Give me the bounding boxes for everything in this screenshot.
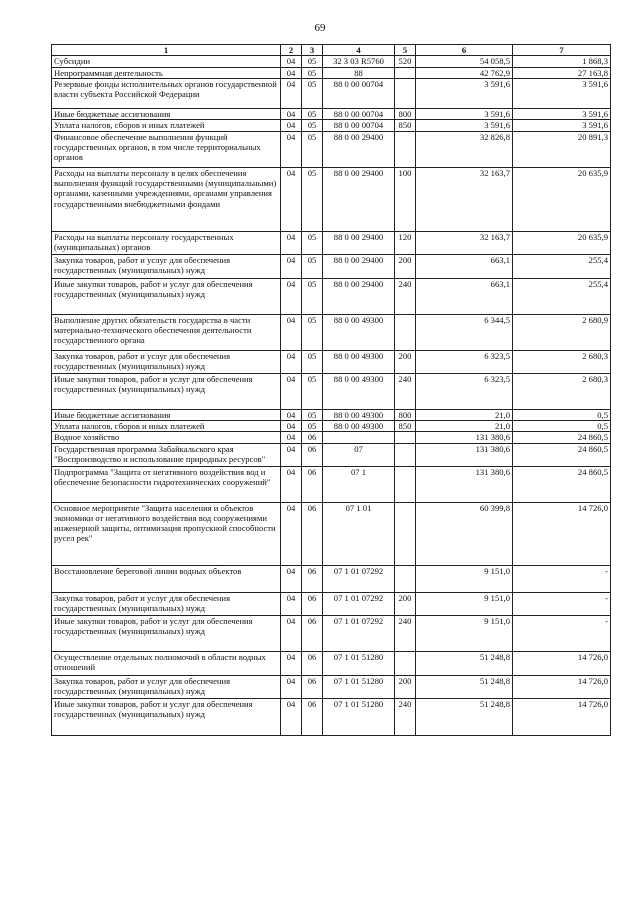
row-pr: 05 [302, 56, 323, 67]
row-csr: 07 1 01 07292 [323, 592, 395, 615]
row-value-7: 24 860,5 [513, 443, 611, 466]
table-row [52, 592, 611, 615]
row-name: Уплата налогов, сборов и иных платежей [52, 420, 281, 431]
row-vr: 200 [395, 675, 416, 698]
row-rz: 04 [281, 314, 302, 350]
row-rz: 04 [281, 432, 302, 443]
row-csr: 88 0 00 29400 [323, 231, 395, 254]
table-body [52, 56, 611, 735]
row-rz: 04 [281, 167, 302, 231]
row-name: Расходы на выплаты персоналу в целях обеспечения выполнения функций государственными (муниципальными) органами, казенными учреждениями, органами управления государственными внебюджетными фондами [52, 167, 281, 231]
row-pr: 06 [302, 651, 323, 675]
table-row [52, 231, 611, 254]
row-name: Подпрограмма "Защита от негативного воздействия вод и обеспечение безопасности гидротехнических сооружений" [52, 466, 281, 502]
row-pr: 06 [302, 443, 323, 466]
row-rz: 04 [281, 651, 302, 675]
row-csr: 88 0 00 49300 [323, 420, 395, 431]
row-csr: 88 0 00 29400 [323, 167, 395, 231]
row-name: Субсидии [52, 56, 281, 67]
row-value-6: 3 591,6 [416, 120, 513, 131]
row-rz: 04 [281, 443, 302, 466]
row-value-7: 14 726,0 [513, 698, 611, 735]
row-value-6: 6 323,5 [416, 373, 513, 409]
table-row [52, 131, 611, 167]
row-name: Непрограммная деятельность [52, 67, 281, 78]
row-value-6: 6 344,5 [416, 314, 513, 350]
row-value-6: 51 248,8 [416, 675, 513, 698]
row-value-7: - [513, 615, 611, 651]
row-name: Резервные фонды исполнительных органов государственной власти субъекта Российской Федерации [52, 78, 281, 108]
table-row [52, 78, 611, 108]
row-vr: 240 [395, 278, 416, 314]
row-value-6: 3 591,6 [416, 108, 513, 119]
row-value-6: 51 248,8 [416, 698, 513, 735]
row-rz: 04 [281, 56, 302, 67]
column-header: 3 [302, 45, 323, 56]
row-pr: 05 [302, 314, 323, 350]
row-csr: 32 3 03 R5760 [323, 56, 395, 67]
row-vr: 520 [395, 56, 416, 67]
row-pr: 06 [302, 675, 323, 698]
row-pr: 05 [302, 120, 323, 131]
row-name: Иные закупки товаров, работ и услуг для обеспечения государственных (муниципальных) нужд [52, 278, 281, 314]
row-name: Уплата налогов, сборов и иных платежей [52, 120, 281, 131]
row-rz: 04 [281, 698, 302, 735]
row-value-7: - [513, 565, 611, 592]
row-value-6: 21,0 [416, 409, 513, 420]
row-rz: 04 [281, 373, 302, 409]
row-vr [395, 502, 416, 565]
row-name: Восстановление береговой линии водных объектов [52, 565, 281, 592]
row-csr: 07 1 01 51280 [323, 698, 395, 735]
row-vr [395, 131, 416, 167]
row-value-7: 3 591,6 [513, 78, 611, 108]
row-pr: 06 [302, 592, 323, 615]
row-value-6: 32 163,7 [416, 231, 513, 254]
row-value-7: 20 891,3 [513, 131, 611, 167]
row-rz: 04 [281, 420, 302, 431]
row-value-6: 663,1 [416, 278, 513, 314]
row-pr: 05 [302, 108, 323, 119]
row-pr: 05 [302, 167, 323, 231]
row-value-7: 255,4 [513, 254, 611, 278]
row-csr: 88 0 00 49300 [323, 314, 395, 350]
row-vr: 240 [395, 373, 416, 409]
table-row [52, 432, 611, 443]
row-rz: 04 [281, 615, 302, 651]
row-rz: 04 [281, 231, 302, 254]
table-row [52, 443, 611, 466]
row-value-7: 24 860,5 [513, 432, 611, 443]
column-header: 5 [395, 45, 416, 56]
row-value-6: 131 380,6 [416, 432, 513, 443]
row-pr: 05 [302, 254, 323, 278]
row-name: Закупка товаров, работ и услуг для обеспечения государственных (муниципальных) нужд [52, 675, 281, 698]
row-value-6: 131 380,6 [416, 466, 513, 502]
row-csr: 07 1 [323, 466, 395, 502]
table-row [52, 278, 611, 314]
row-value-6: 60 399,8 [416, 502, 513, 565]
row-rz: 04 [281, 120, 302, 131]
row-value-6: 42 762,9 [416, 67, 513, 78]
row-vr: 100 [395, 167, 416, 231]
row-pr: 06 [302, 432, 323, 443]
row-vr: 200 [395, 254, 416, 278]
row-pr: 05 [302, 78, 323, 108]
row-csr: 07 1 01 51280 [323, 651, 395, 675]
row-rz: 04 [281, 466, 302, 502]
row-value-6: 51 248,8 [416, 651, 513, 675]
table-row [52, 254, 611, 278]
row-vr: 800 [395, 409, 416, 420]
column-header: 1 [52, 45, 281, 56]
row-value-6: 9 151,0 [416, 592, 513, 615]
row-rz: 04 [281, 350, 302, 373]
table-row [52, 120, 611, 131]
table-row [52, 466, 611, 502]
row-csr: 88 [323, 67, 395, 78]
row-vr: 120 [395, 231, 416, 254]
row-vr [395, 78, 416, 108]
row-vr [395, 314, 416, 350]
row-pr: 05 [302, 131, 323, 167]
row-value-6: 21,0 [416, 420, 513, 431]
row-name: Иные закупки товаров, работ и услуг для обеспечения государственных (муниципальных) нужд [52, 373, 281, 409]
table-row [52, 502, 611, 565]
table-row [52, 350, 611, 373]
row-name: Расходы на выплаты персоналу государственных (муниципальных) органов [52, 231, 281, 254]
table-row [52, 565, 611, 592]
row-rz: 04 [281, 409, 302, 420]
row-value-6: 663,1 [416, 254, 513, 278]
row-pr: 06 [302, 698, 323, 735]
row-csr: 07 1 01 07292 [323, 565, 395, 592]
row-rz: 04 [281, 592, 302, 615]
row-pr: 06 [302, 466, 323, 502]
row-rz: 04 [281, 502, 302, 565]
row-csr: 88 0 00 49300 [323, 409, 395, 420]
row-vr: 850 [395, 120, 416, 131]
row-csr: 88 0 00 29400 [323, 278, 395, 314]
row-vr [395, 432, 416, 443]
row-csr: 07 [323, 443, 395, 466]
row-value-7: 14 726,0 [513, 502, 611, 565]
row-pr: 05 [302, 409, 323, 420]
row-csr: 88 0 00 00704 [323, 78, 395, 108]
row-value-7: 0,5 [513, 409, 611, 420]
row-vr [395, 443, 416, 466]
row-vr: 850 [395, 420, 416, 431]
table-row [52, 373, 611, 409]
table-row [52, 615, 611, 651]
row-value-6: 32 826,8 [416, 131, 513, 167]
row-rz: 04 [281, 278, 302, 314]
row-pr: 06 [302, 565, 323, 592]
row-value-6: 54 058,5 [416, 56, 513, 67]
row-csr: 88 0 00 29400 [323, 254, 395, 278]
row-rz: 04 [281, 131, 302, 167]
row-vr: 800 [395, 108, 416, 119]
row-csr: 07 1 01 [323, 502, 395, 565]
row-value-7: 14 726,0 [513, 675, 611, 698]
column-header: 4 [323, 45, 395, 56]
table-row [52, 675, 611, 698]
row-pr: 05 [302, 373, 323, 409]
row-name: Закупка товаров, работ и услуг для обеспечения государственных (муниципальных) нужд [52, 254, 281, 278]
row-name: Иные бюджетные ассигнования [52, 409, 281, 420]
row-value-7: 0,5 [513, 420, 611, 431]
table-row [52, 420, 611, 431]
row-csr: 88 0 00 00704 [323, 108, 395, 119]
row-rz: 04 [281, 254, 302, 278]
table-row [52, 651, 611, 675]
row-name: Иные закупки товаров, работ и услуг для обеспечения государственных (муниципальных) нужд [52, 698, 281, 735]
row-value-7: 3 591,6 [513, 108, 611, 119]
row-value-7: 2 680,9 [513, 314, 611, 350]
row-value-7: 24 860,5 [513, 466, 611, 502]
row-value-6: 9 151,0 [416, 615, 513, 651]
row-name: Водное хозяйство [52, 432, 281, 443]
row-name: Иные бюджетные ассигнования [52, 108, 281, 119]
row-name: Иные закупки товаров, работ и услуг для обеспечения государственных (муниципальных) нужд [52, 615, 281, 651]
row-vr: 200 [395, 592, 416, 615]
row-value-7: 255,4 [513, 278, 611, 314]
row-name: Государственная программа Забайкальского края "Воспроизводство и использование природных ресурсов" [52, 443, 281, 466]
row-pr: 06 [302, 615, 323, 651]
row-pr: 06 [302, 502, 323, 565]
row-csr: 88 0 00 49300 [323, 350, 395, 373]
row-value-6: 131 380,6 [416, 443, 513, 466]
column-header: 2 [281, 45, 302, 56]
row-name: Закупка товаров, работ и услуг для обеспечения государственных (муниципальных) нужд [52, 350, 281, 373]
row-name: Финансовое обеспечение выполнения функций государственных органов, в том числе территориальных органов [52, 131, 281, 167]
row-name: Закупка товаров, работ и услуг для обеспечения государственных (муниципальных) нужд [52, 592, 281, 615]
row-vr [395, 651, 416, 675]
row-vr: 240 [395, 698, 416, 735]
row-pr: 05 [302, 420, 323, 431]
budget-table [51, 44, 611, 736]
row-name: Основное мероприятие "Защита населения и объектов экономики от негативного воздействия вод сооружениями инженерной защиты, оптимизация пропускной способности русел рек" [52, 502, 281, 565]
row-pr: 05 [302, 231, 323, 254]
row-pr: 05 [302, 278, 323, 314]
row-pr: 05 [302, 350, 323, 373]
row-rz: 04 [281, 108, 302, 119]
table-row [52, 409, 611, 420]
table-row [52, 67, 611, 78]
column-header: 7 [513, 45, 611, 56]
row-value-7: 1 868,3 [513, 56, 611, 67]
row-rz: 04 [281, 565, 302, 592]
row-csr: 88 0 00 49300 [323, 373, 395, 409]
row-csr: 88 0 00 00704 [323, 120, 395, 131]
page-number: 69 [314, 22, 326, 34]
row-value-7: 3 591,6 [513, 120, 611, 131]
table-row [52, 167, 611, 231]
row-value-6: 9 151,0 [416, 565, 513, 592]
row-csr: 07 1 01 07292 [323, 615, 395, 651]
row-rz: 04 [281, 675, 302, 698]
row-value-6: 32 163,7 [416, 167, 513, 231]
table-row [52, 108, 611, 119]
row-vr [395, 67, 416, 78]
row-vr [395, 565, 416, 592]
table-row [52, 314, 611, 350]
row-vr [395, 466, 416, 502]
row-value-7: 2 680,3 [513, 373, 611, 409]
row-rz: 04 [281, 67, 302, 78]
row-rz: 04 [281, 78, 302, 108]
table-row [52, 698, 611, 735]
row-value-7: 20 635,9 [513, 231, 611, 254]
row-value-7: - [513, 592, 611, 615]
row-value-6: 3 591,6 [416, 78, 513, 108]
row-vr: 200 [395, 350, 416, 373]
table-row [52, 56, 611, 67]
row-csr: 07 1 01 51280 [323, 675, 395, 698]
row-name: Выполнение других обязательств государства в части материально-технического обеспечения деятельности государственного органа [52, 314, 281, 350]
row-csr: 88 0 00 29400 [323, 131, 395, 167]
column-header: 6 [416, 45, 513, 56]
row-value-7: 2 680,3 [513, 350, 611, 373]
column-number-row [52, 45, 611, 56]
row-value-6: 6 323,5 [416, 350, 513, 373]
row-vr: 240 [395, 615, 416, 651]
row-value-7: 14 726,0 [513, 651, 611, 675]
row-csr [323, 432, 395, 443]
row-value-7: 27 163,8 [513, 67, 611, 78]
row-name: Осуществление отдельных полномочий в области водных отношений [52, 651, 281, 675]
row-value-7: 20 635,9 [513, 167, 611, 231]
row-pr: 05 [302, 67, 323, 78]
